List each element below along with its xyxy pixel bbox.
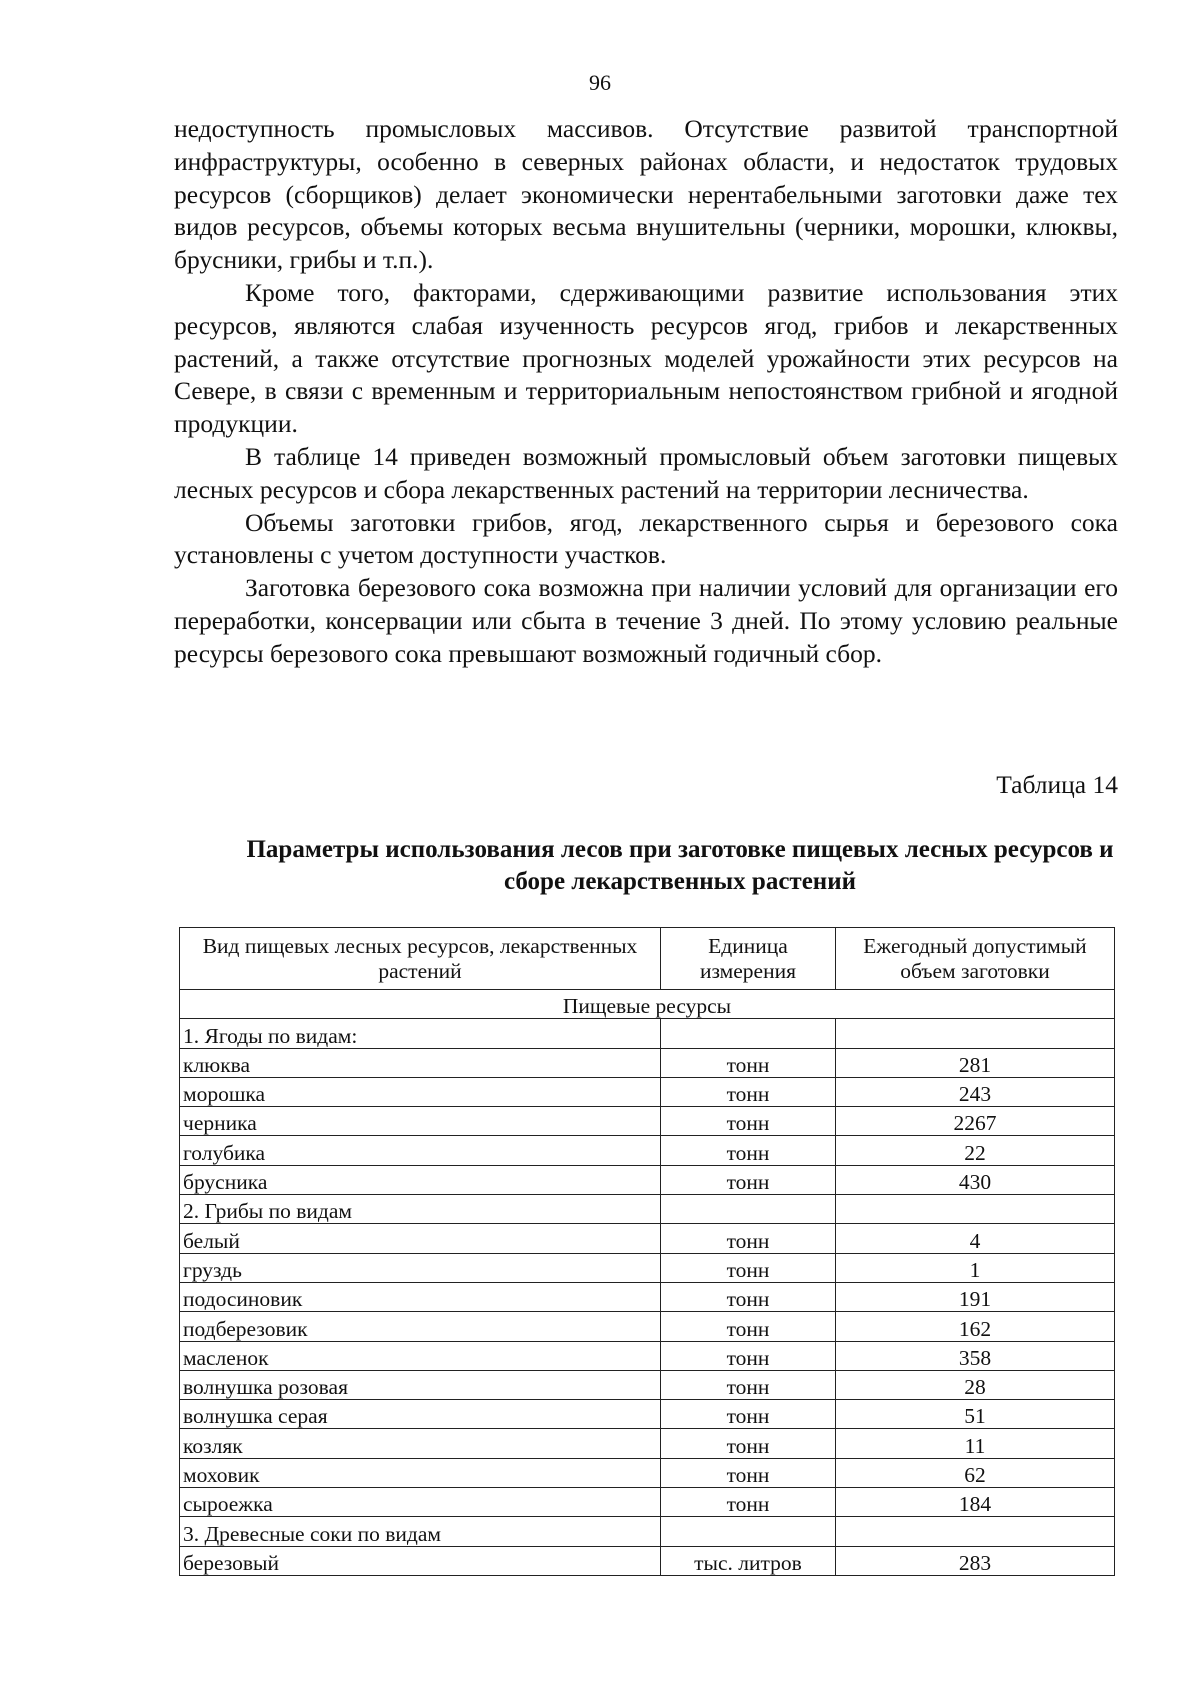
resource-name-cell: березовый [180, 1546, 661, 1575]
unit-cell [661, 1517, 836, 1546]
resource-name-cell: 2. Грибы по видам [180, 1195, 661, 1224]
table-row [180, 1136, 1115, 1165]
value-cell: 51 [836, 1400, 1115, 1429]
resource-name-cell: сыроежка [180, 1488, 661, 1517]
unit-cell: тонн [661, 1253, 836, 1282]
resource-name-cell: брусника [180, 1165, 661, 1194]
table-row [180, 1488, 1115, 1517]
table-row [180, 1429, 1115, 1458]
table-row [180, 1341, 1115, 1370]
value-cell: 191 [836, 1282, 1115, 1311]
value-cell: 184 [836, 1488, 1115, 1517]
paragraph: В таблице 14 приведен возможный промысловый объем заготовки пищевых лесных ресурсов и сбора лекарственных растений на территории лесничества. [174, 441, 1118, 504]
resource-name-cell: волнушка серая [180, 1400, 661, 1429]
paragraph: Кроме того, факторами, сдерживающими развитие использования этих ресурсов, являются слабая изученность ресурсов ягод, грибов и лекарственных растений, а также отсутствие прогнозных моделей урожайности этих ресурсов на Севере, в связи с временным и территориальным непостоянством грибной и ягодной продукции. [174, 277, 1118, 439]
table-body [180, 990, 1115, 1576]
table-row [180, 1019, 1115, 1048]
resource-name-cell: козляк [180, 1429, 661, 1458]
resource-name-cell: черника [180, 1107, 661, 1136]
value-cell: 243 [836, 1077, 1115, 1106]
table-row [180, 1282, 1115, 1311]
resource-name-cell: голубика [180, 1136, 661, 1165]
resources-table [179, 927, 1115, 1576]
paragraph: Объемы заготовки грибов, ягод, лекарственного сырья и березового сока установлены с учетом доступности участков. [174, 507, 1118, 570]
unit-cell: тыс. литров [661, 1546, 836, 1575]
header-unit: Единица измерения [661, 928, 836, 990]
unit-cell: тонн [661, 1165, 836, 1194]
table-row [180, 1370, 1115, 1399]
value-cell: 11 [836, 1429, 1115, 1458]
table-row [180, 1107, 1115, 1136]
section-label: Пищевые ресурсы [180, 990, 1115, 1019]
value-cell: 281 [836, 1048, 1115, 1077]
header-annual-volume: Ежегодный допустимый объем заготовки [836, 928, 1115, 990]
value-cell: 162 [836, 1312, 1115, 1341]
table-row [180, 1546, 1115, 1575]
unit-cell: тонн [661, 1488, 836, 1517]
table-row [180, 1224, 1115, 1253]
value-cell: 28 [836, 1370, 1115, 1399]
unit-cell: тонн [661, 1224, 836, 1253]
body-text [174, 113, 1118, 671]
value-cell: 4 [836, 1224, 1115, 1253]
resource-name-cell: груздь [180, 1253, 661, 1282]
unit-cell: тонн [661, 1458, 836, 1487]
header-resource-type: Вид пищевых лесных ресурсов, лекарственных растений [180, 928, 661, 990]
table-row [180, 1517, 1115, 1546]
section-row [180, 990, 1115, 1019]
resource-name-cell: морошка [180, 1077, 661, 1106]
value-cell: 358 [836, 1341, 1115, 1370]
value-cell [836, 1517, 1115, 1546]
resource-name-cell: подберезовик [180, 1312, 661, 1341]
value-cell [836, 1195, 1115, 1224]
table-caption: Таблица 14 [996, 770, 1118, 799]
value-cell: 283 [836, 1546, 1115, 1575]
unit-cell: тонн [661, 1136, 836, 1165]
table-row [180, 1165, 1115, 1194]
unit-cell: тонн [661, 1107, 836, 1136]
table-title: Параметры использования лесов при заготовке пищевых лесных ресурсов и сборе лекарственных растений [246, 836, 1114, 895]
table-row [180, 1400, 1115, 1429]
table-row [180, 1458, 1115, 1487]
table-row [180, 1077, 1115, 1106]
table-row [180, 1312, 1115, 1341]
unit-cell: тонн [661, 1341, 836, 1370]
resource-name-cell: подосиновик [180, 1282, 661, 1311]
paragraph: Заготовка березового сока возможна при наличии условий для организации его переработки, консервации или сбыта в течение 3 дней. По этому условию реальные ресурсы березового сока превышают возможный годичный сбор. [174, 573, 1118, 668]
unit-cell: тонн [661, 1370, 836, 1399]
value-cell [836, 1019, 1115, 1048]
unit-cell [661, 1019, 836, 1048]
table-header-row [180, 928, 1115, 990]
resource-name-cell: моховик [180, 1458, 661, 1487]
resource-name-cell: клюква [180, 1048, 661, 1077]
value-cell: 1 [836, 1253, 1115, 1282]
resource-name-cell: масленок [180, 1341, 661, 1370]
resource-name-cell: 1. Ягоды по видам: [180, 1019, 661, 1048]
value-cell: 2267 [836, 1107, 1115, 1136]
page-number: 96 [589, 70, 611, 95]
unit-cell: тонн [661, 1429, 836, 1458]
resource-name-cell: белый [180, 1224, 661, 1253]
value-cell: 430 [836, 1165, 1115, 1194]
value-cell: 22 [836, 1136, 1115, 1165]
unit-cell: тонн [661, 1400, 836, 1429]
paragraph: недоступность промысловых массивов. Отсутствие развитой транспортной инфраструктуры, особенно в северных районах области, и недостаток трудовых ресурсов (сборщиков) делает экономически нерентабельными заготовки даже тех видов ресурсов, объемы которых весьма внушительны (черники, морошки, клюквы, брусники, грибы и т.п.). [174, 114, 1118, 275]
unit-cell: тонн [661, 1312, 836, 1341]
resource-name-cell: 3. Древесные соки по видам [180, 1517, 661, 1546]
table-row [180, 1195, 1115, 1224]
table-row [180, 1253, 1115, 1282]
value-cell: 62 [836, 1458, 1115, 1487]
unit-cell [661, 1195, 836, 1224]
resource-name-cell: волнушка розовая [180, 1370, 661, 1399]
table-row [180, 1048, 1115, 1077]
unit-cell: тонн [661, 1077, 836, 1106]
unit-cell: тонн [661, 1048, 836, 1077]
unit-cell: тонн [661, 1282, 836, 1311]
